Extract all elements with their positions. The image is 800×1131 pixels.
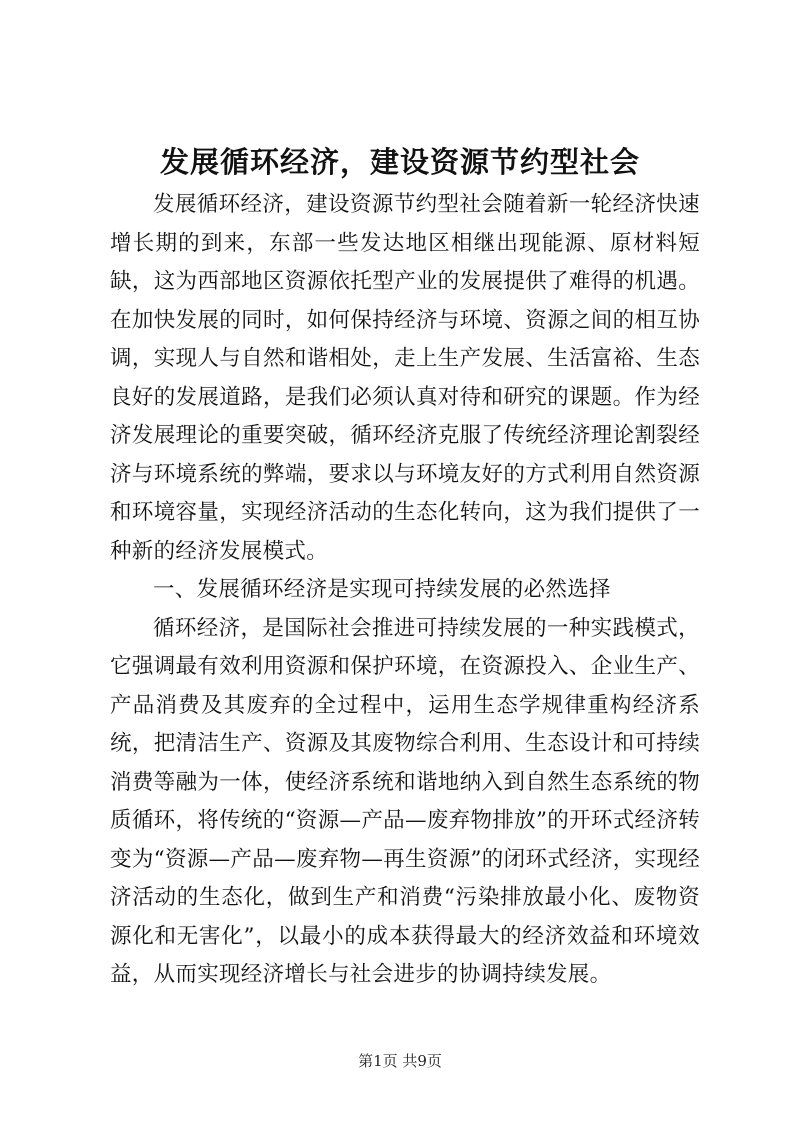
document-body xyxy=(110,186,700,995)
paragraph-circular-economy: 循环经济，是国际社会推进可持续发展的一种实践模式，它强调最有效利用资源和保护环境，在资源投入、企业生产、产品消费及其废弃的全过程中，运用生态学规律重构经济系统，把清洁生产、资源及其废物综合利用、生态设计和可持续消费等融为一体，使经济系统和谐地纳入到自然生态系统的物质循环，将传统的“资源—产品—废弃物排放”的开环式经济转变为“资源—产品—废弃物—再生资源”的闭环式经济，实现经济活动的生态化，做到生产和消费“污染排放最小化、废物资源化和无害化”，以最小的成本获得最大的经济效益和环境效益，从而实现经济增长与社会进步的协调持续发展。 xyxy=(110,615,700,987)
page-title: 发展循环经济，建设资源节约型社会 xyxy=(159,145,640,179)
page-footer: 第1页 共9页 xyxy=(358,1052,442,1070)
section-heading: 一、发展循环经济是实现可持续发展的必然选择 xyxy=(153,577,611,602)
paragraph-intro: 发展循环经济，建设资源节约型社会随着新一轮经济快速增长期的到来，东部一些发达地区相继出现能源、原材料短缺，这为西部地区资源依托型产业的发展提供了难得的机遇。在加快发展的同时，如何保持经济与环境、资源之间的相互协调，实现人与自然和谐相处，走上生产发展、生活富裕、生态良好的发展道路，是我们必须认真对待和研究的课题。作为经济发展理论的重要突破，循环经济克服了传统经济理论割裂经济与环境系统的弊端，要求以与环境友好的方式利用自然资源和环境容量，实现经济活动的生态化转向，这为我们提供了一种新的经济发展模式。 xyxy=(110,192,700,564)
